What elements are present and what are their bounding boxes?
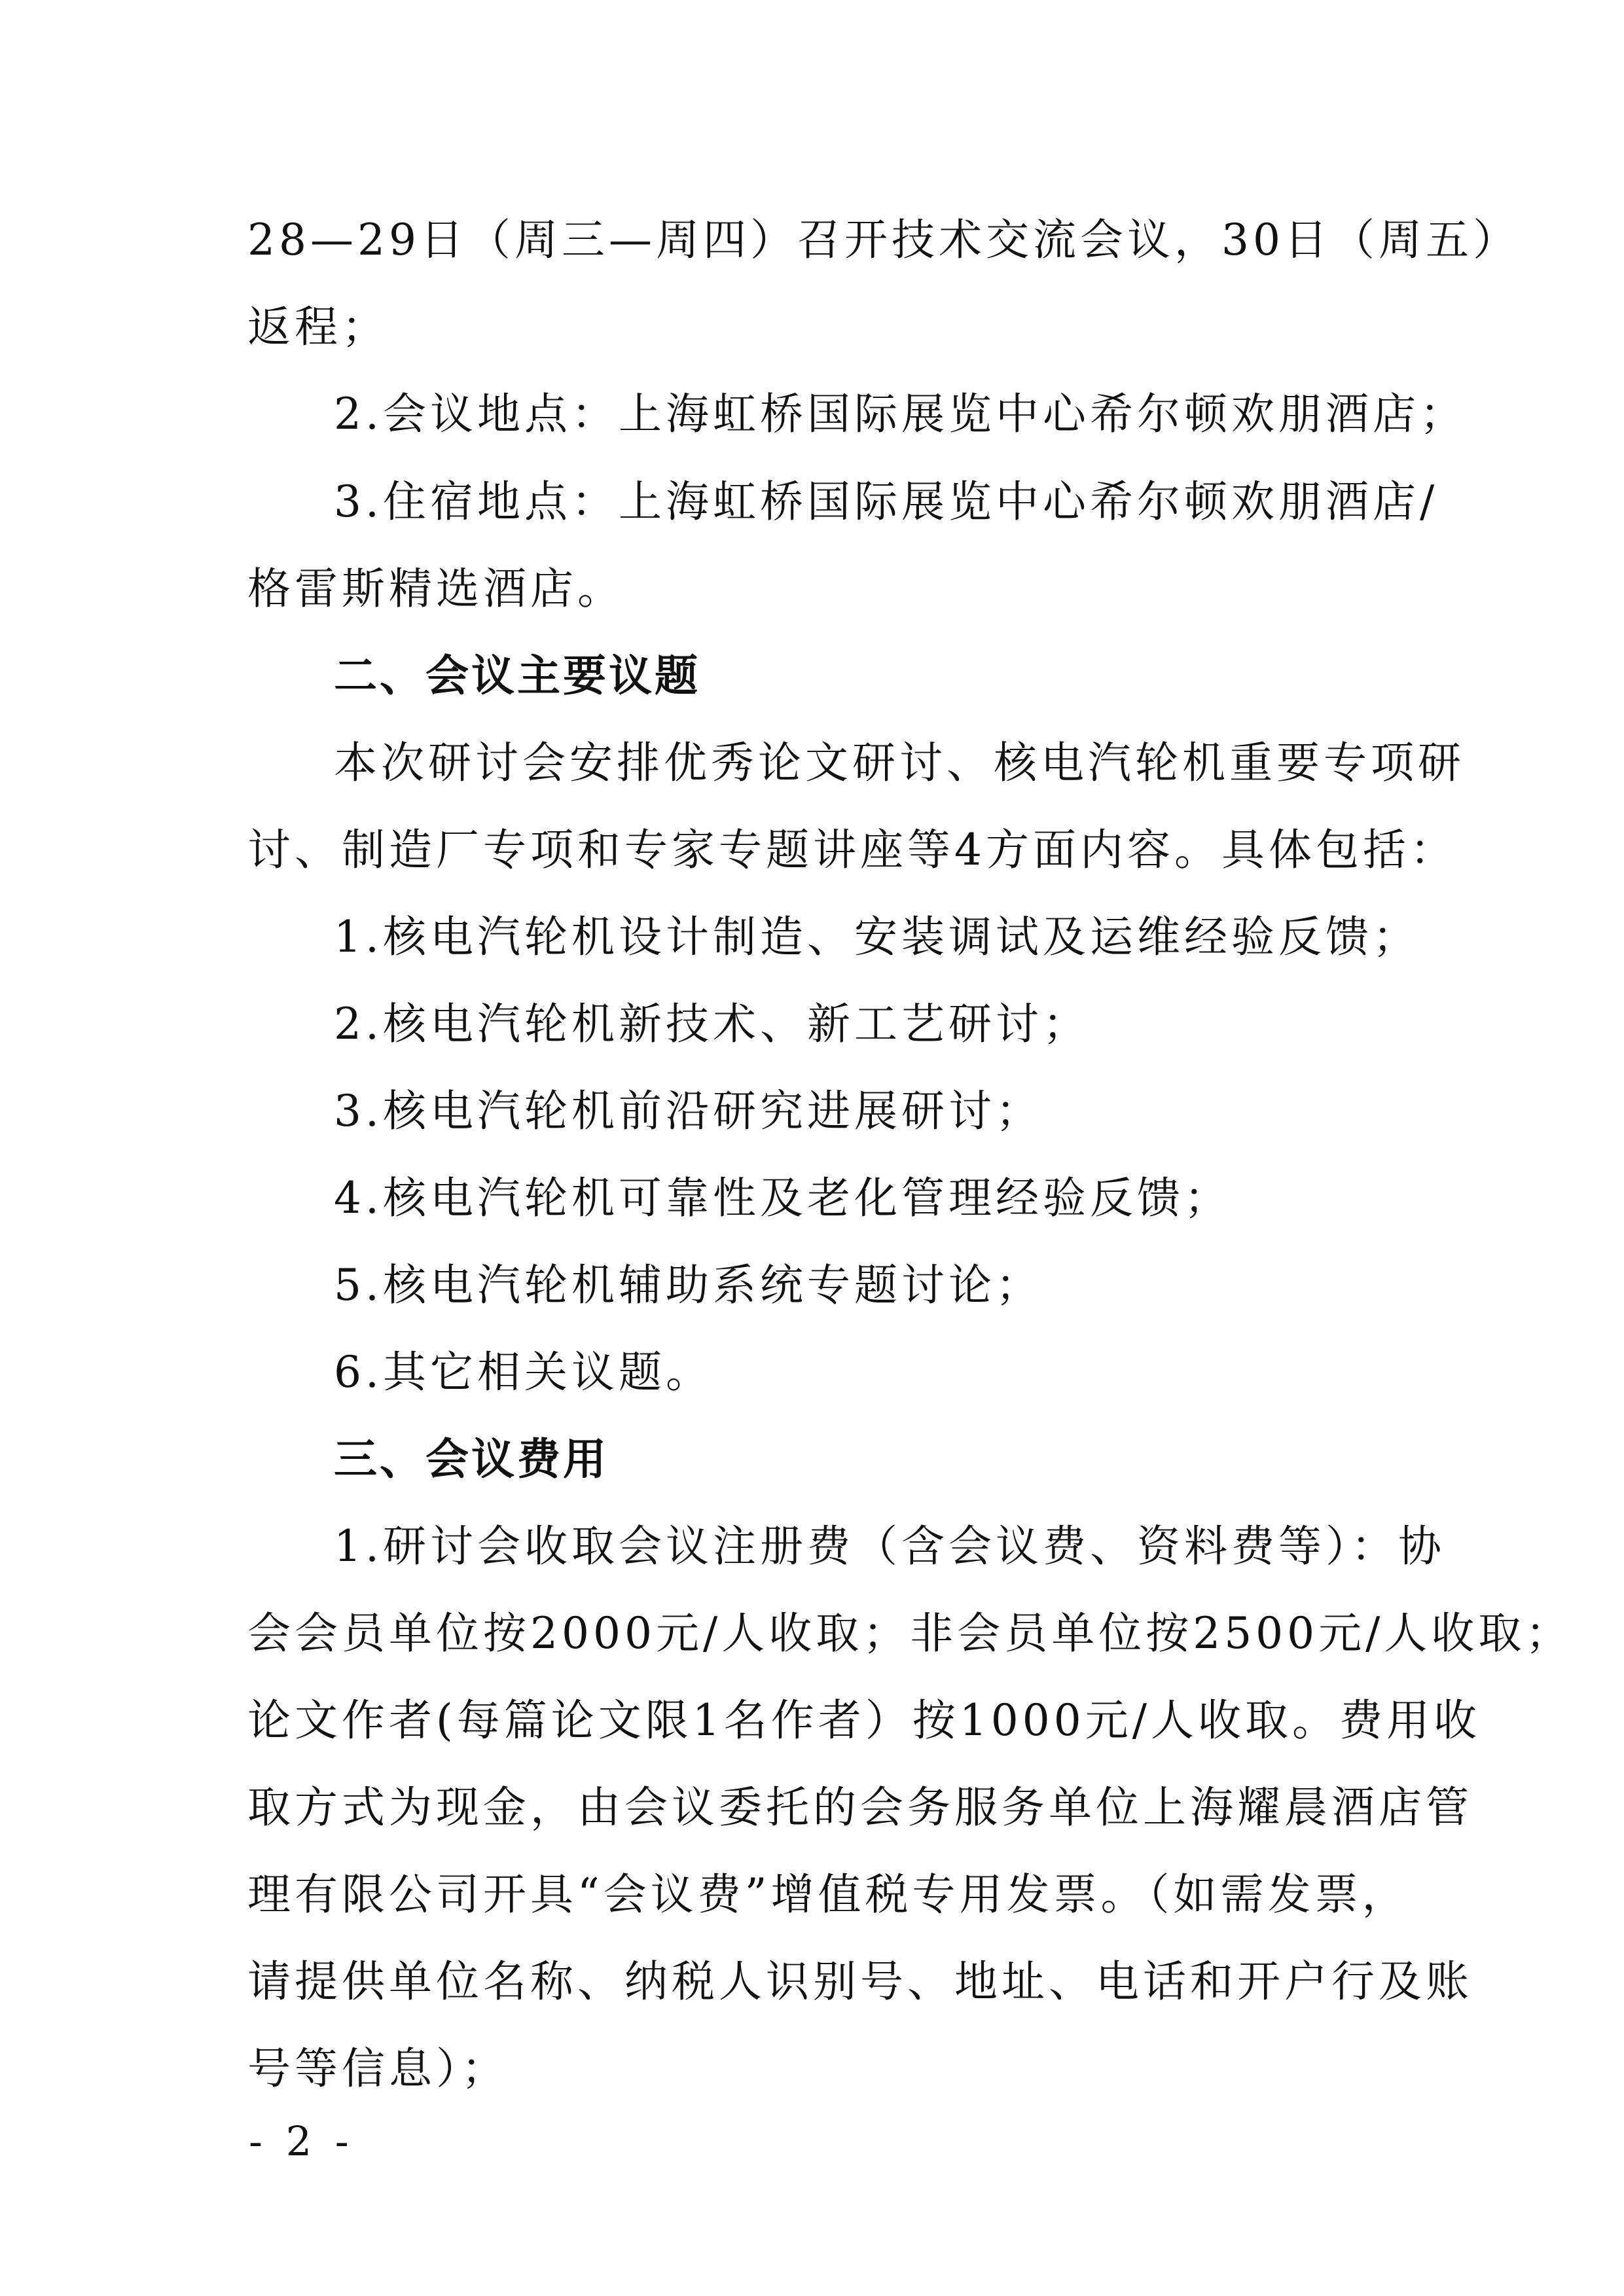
list-item-topic-5: 5.核电汽轮机辅助系统专题讨论；	[334, 1260, 1043, 1310]
list-item-topic-3: 3.核电汽轮机前沿研究进展研讨；	[334, 1086, 1043, 1136]
body-text-line: 论文作者(每篇论文限1名作者）按1000元/人收取。费用收	[247, 1695, 1481, 1746]
page-number: - 2 -	[249, 2117, 354, 2165]
list-item-accommodation: 3.住宿地点：上海虹桥国际展览中心希尔顿欢朋酒店/	[334, 476, 1439, 527]
body-text-line: 本次研讨会安排优秀论文研讨、核电汽轮机重要专项研	[334, 738, 1465, 788]
body-text-line: 格雷斯精选酒店。	[247, 564, 624, 614]
body-text-line: 返程；	[247, 302, 389, 352]
body-text-line: 请提供单位名称、纳税人识别号、地址、电话和开户行及账	[247, 1956, 1473, 2007]
body-text-line: 取方式为现金，由会议委托的会务服务单位上海耀晨酒店管	[247, 1782, 1473, 1833]
list-item-topic-1: 1.核电汽轮机设计制造、安装调试及运维经验反馈；	[334, 912, 1420, 962]
list-item-topic-4: 4.核电汽轮机可靠性及老化管理经验反馈；	[334, 1173, 1231, 1223]
list-item-topic-2: 2.核电汽轮机新技术、新工艺研讨；	[334, 999, 1090, 1049]
list-item-meeting-venue: 2.会议地点：上海虹桥国际展览中心希尔顿欢朋酒店；	[334, 389, 1467, 439]
body-text-line: 号等信息）；	[247, 2043, 509, 2094]
body-text-line: 会会员单位按2000元/人收取；非会员单位按2500元/人收取；	[247, 1608, 1573, 1659]
body-text-line: 理有限公司开具“会议费”增值税专用发票。（如需发票，	[247, 1869, 1409, 1920]
list-item-fee-1: 1.研讨会收取会议注册费（含会议费、资料费等）：协	[334, 1521, 1445, 1571]
body-text-line: 28—29日（周三—周四）召开技术交流会议，30日（周五）	[247, 215, 1520, 265]
section-heading-topics: 二、会议主要议题	[334, 651, 700, 701]
list-item-topic-6: 6.其它相关议题。	[334, 1347, 713, 1397]
body-text-line: 讨、制造厂专项和专家专题讲座等4方面内容。具体包括：	[247, 825, 1457, 875]
section-heading-fees: 三、会议费用	[334, 1434, 609, 1484]
